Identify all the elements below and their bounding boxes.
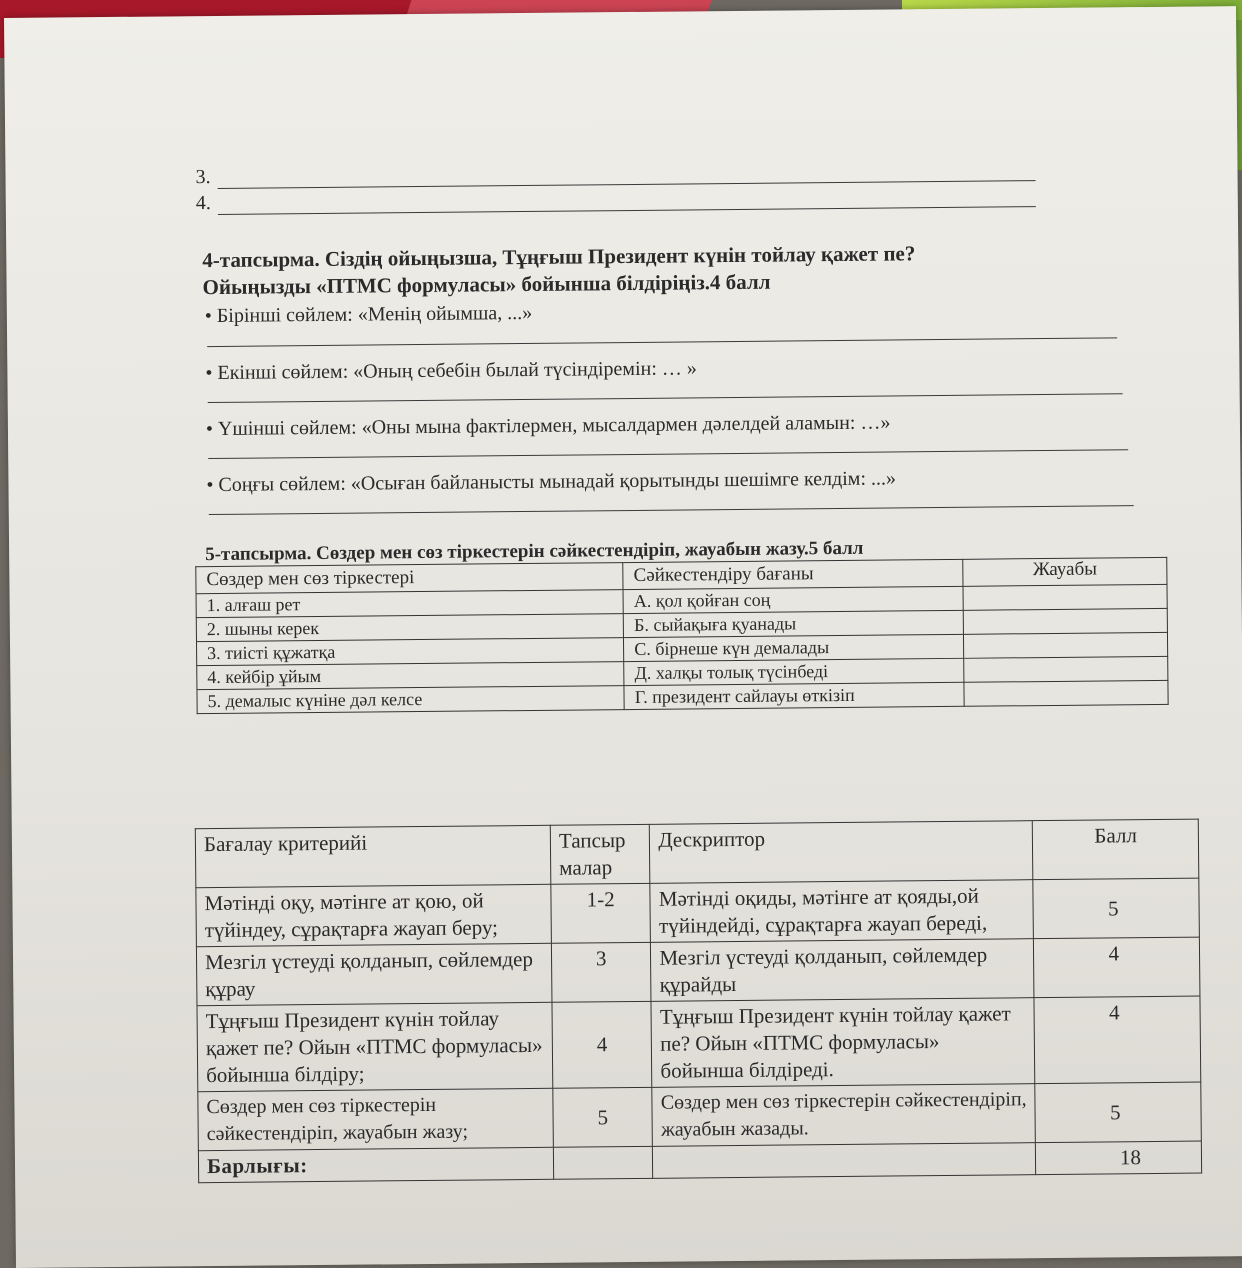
word-cell: 5. демалыс күніне дәл келсе: [197, 686, 624, 714]
table-row: [197, 996, 1201, 1092]
match-cell: Г. президент сайлауы өткізіп: [624, 682, 964, 709]
header-words: Сөздер мен сөз тіркестері: [196, 563, 623, 594]
header-matching: Сәйкестендіру бағаны: [623, 559, 963, 589]
match-cell: Б. сыйақыға қуанады: [623, 610, 963, 637]
answer-line-label-4: 4.: [195, 192, 211, 215]
answer-line-label-3: 3.: [195, 166, 211, 189]
header-answer: Жауабы: [963, 557, 1167, 586]
answer-cell[interactable]: [964, 632, 1168, 658]
word-cell: 4. кейбір ұйым: [197, 662, 624, 690]
match-cell: А. қол қойған соң: [623, 586, 963, 613]
criterion-cell: Сөздер мен сөз тіркестерін сәйкестендіріп, жауабын жазу;: [198, 1088, 554, 1150]
match-cell: С. бірнеше күн демалады: [624, 634, 964, 661]
answer-cell[interactable]: [963, 608, 1167, 634]
task4-bullet-1: • Бірінші сөйлем: «Менің ойымша, ...»: [204, 301, 533, 328]
task4-answer-line-2: [208, 393, 1123, 403]
table-row: [198, 1082, 1202, 1151]
criterion-cell: Мезгіл үстеуді қолданып, сөйлемдер құрау: [196, 943, 552, 1005]
header-tasks: [550, 824, 650, 884]
header-points: Балл: [1033, 819, 1199, 880]
total-label: Барлығы:: [198, 1147, 553, 1182]
answer-cell[interactable]: [963, 584, 1167, 610]
points-cell: 5: [1033, 878, 1199, 939]
answer-cell[interactable]: [964, 680, 1168, 706]
criterion-cell: Мәтінді оқу, мәтінге ат қою, ой түйіндеу, сұрақтарға жауап беру;: [196, 884, 552, 946]
task4-answer-line-3: [208, 449, 1128, 459]
task-number-cell: 1-2: [551, 883, 651, 943]
matching-table: [195, 557, 1168, 714]
task4-bullet-4: • Соңғы сөйлем: «Осыған байланысты мынадай қорытынды шешімге келдім: ...»: [206, 467, 897, 497]
criterion-cell: Тұңғыш Президент күнін тойлау қажет пе? Ойын «ПТМС формуласы» бойынша білдіру;: [197, 1002, 553, 1091]
table-row: [196, 878, 1200, 947]
worksheet-page: [4, 6, 1242, 1268]
task4-bullet-3: • Үшінші сөйлем: «Оны мына фактілермен, мысалдармен дәлелдей аламын: …»: [205, 411, 891, 441]
descriptor-cell: Мезгіл үстеуді қолданып, сөйлемдер құрайды: [651, 939, 1035, 1002]
word-cell: 1. алғаш рет: [196, 590, 623, 618]
answer-cell[interactable]: [964, 656, 1168, 682]
answer-line-4: [218, 206, 1036, 215]
total-empty-task: [553, 1146, 653, 1179]
task4-answer-line-1: [207, 337, 1117, 347]
points-cell: 5: [1035, 1082, 1201, 1143]
task-number-cell: 3: [551, 942, 651, 1002]
descriptor-cell: Тұңғыш Президент күнін тойлау қажет пе? Ойын «ПТМС формуласы» бойынша білдіреді.: [651, 998, 1035, 1088]
task4-title-line1: 4-тапсырма. Сіздің ойыңызша, Тұңғыш Президент күнін тойлау қажет пе?: [202, 241, 916, 273]
task5-title: 5-тапсырма. Сөздер мен сөз тіркестерін сәйкестендіріп, жауабын жазу.5 балл: [205, 537, 864, 566]
assessment-header: [195, 819, 1199, 888]
total-empty-descriptor: [653, 1143, 1036, 1179]
task-number-cell: 4: [552, 1001, 652, 1088]
header-tasks-line2: малар: [559, 855, 613, 880]
answer-line-3: [218, 180, 1036, 189]
assessment-table: [195, 819, 1202, 1184]
descriptor-cell: Сөздер мен сөз тіркестерін сәйкестендіріп, жауабын жазады.: [652, 1084, 1036, 1147]
task4-bullet-2: • Екінші сөйлем: «Оның себебін былай түсіндіремін: … »: [205, 357, 697, 385]
word-cell: 2. шыны керек: [196, 614, 623, 642]
match-cell: Д. халқы толық түсінбеді: [624, 658, 964, 685]
points-cell: 4: [1034, 996, 1200, 1084]
total-value: 18: [1036, 1141, 1202, 1175]
task4-answer-line-4: [209, 505, 1134, 515]
word-cell: 3. тиісті құжатқа: [196, 638, 623, 666]
task4-title-line2: Ойыңызды «ПТМС формуласы» бойынша білдіріңіз.4 балл: [202, 269, 771, 300]
task-number-cell: 5: [553, 1087, 653, 1147]
header-descriptor: Дескриптор: [650, 821, 1034, 884]
header-tasks-line1: Тапсыр: [558, 828, 626, 853]
header-criterion: Бағалау критерийі: [195, 825, 551, 887]
descriptor-cell: Мәтінді оқиды, мәтінге ат қояды,ой түйіндейді, сұрақтарға жауап береді,: [650, 880, 1034, 943]
table-row: [196, 937, 1200, 1006]
points-cell: 4: [1034, 937, 1200, 998]
